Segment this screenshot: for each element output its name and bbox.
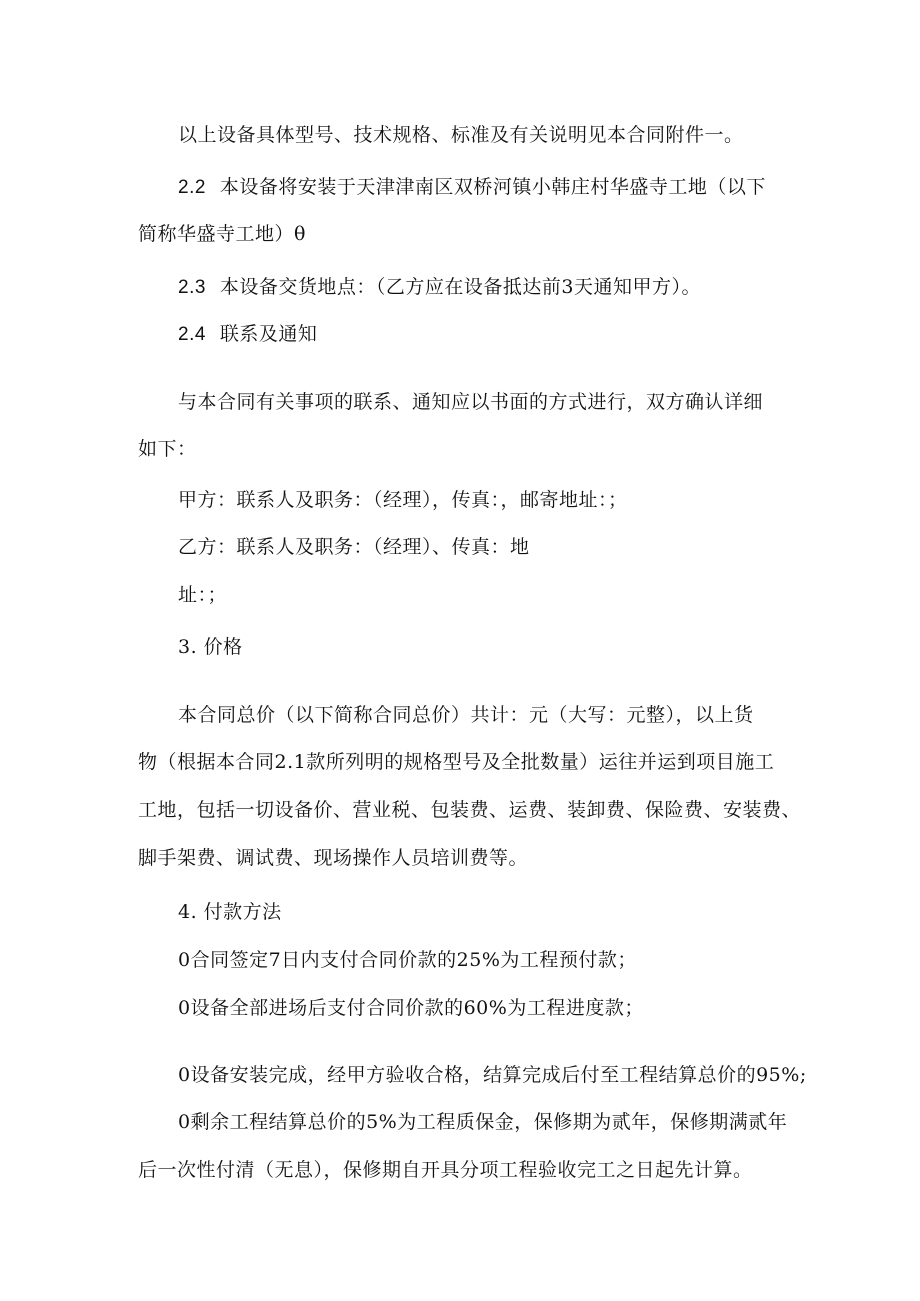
- section-2-2-line-2: 简称华盛寺工地）θ: [138, 223, 306, 245]
- payment-item-4-line-1: 0剩余工程结算总价的5%为工程质保金，保修期为贰年，保修期满贰年: [178, 1111, 788, 1133]
- section-2-2-line-1: [178, 175, 766, 200]
- payment-item-3: 0设备安装完成，经甲方验收合格，结算完成后付至工程结算总价的95%;: [178, 1064, 807, 1086]
- section-number: 2.4: [178, 324, 206, 345]
- paragraph-price-line-3: 工地，包括一切设备价、营业税、包装费、运费、装卸费、保险费、安装费、: [138, 799, 802, 821]
- paragraph-contact-line-1: 与本合同有关事项的联系、通知应以书面的方式进行，双方确认详细: [178, 391, 764, 413]
- section-2-4-text: 联系及通知: [219, 323, 318, 345]
- section-number: 2.3: [178, 277, 206, 298]
- section-3-heading: 3. 价格: [178, 636, 243, 658]
- paragraph-price-line-1: 本合同总价（以下简称合同总价）共计：元（大写：元整），以上货: [178, 704, 754, 726]
- section-2-4: [178, 322, 317, 347]
- payment-item-2: 0设备全部进场后支付合同价款的60%为工程进度款；: [178, 997, 644, 1019]
- party-b-contact-line-1: 乙方：联系人及职务：（经理）、传真：地: [178, 536, 530, 558]
- section-2-2-text: 本设备将安装于天津津南区双桥河镇小韩庄村华盛寺工地（以下: [219, 176, 766, 198]
- paragraph-equipment-models: 以上设备具体型号、技术规格、标准及有关说明见本合同附件一。: [178, 124, 744, 146]
- paragraph-price-line-2: 物（根据本合同2.1款所列明的规格型号及全批数量）运往并运到项目施工: [138, 751, 775, 773]
- payment-item-4-line-2: 后一次性付清（无息），保修期自开具分项工程验收完工之日起先计算。: [138, 1159, 753, 1181]
- section-2-3: [178, 275, 701, 300]
- section-number: 2.2: [178, 177, 206, 198]
- payment-item-1: 0合同签定7日内支付合同价款的25%为工程预付款；: [178, 949, 637, 971]
- section-4-heading: 4. 付款方法: [178, 901, 282, 923]
- party-b-contact-line-2: 址：；: [178, 584, 228, 606]
- party-a-contact: 甲方：联系人及职务：（经理），传真：，邮寄地址：；: [178, 489, 628, 511]
- paragraph-contact-line-2: 如下：: [138, 438, 197, 460]
- section-2-3-text: 本设备交货地点：（乙方应在设备抵达前3天通知甲方）。: [219, 276, 702, 298]
- paragraph-price-line-4: 脚手架费、调试费、现场操作人员培训费等。: [138, 847, 529, 869]
